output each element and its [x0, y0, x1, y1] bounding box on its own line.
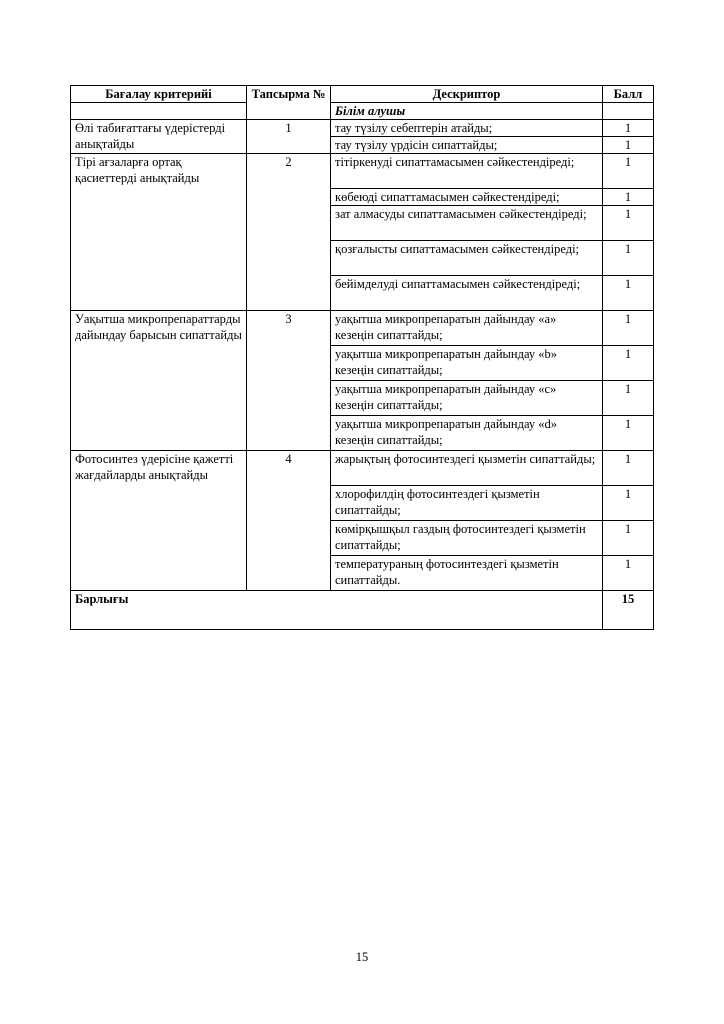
table-row [71, 451, 654, 486]
header-task: Тапсырма № [247, 86, 331, 120]
header-criterion-spacer [71, 103, 247, 120]
total-label: Барлығы [71, 591, 603, 630]
descriptor-cell: хлорофилдің фотосинтездегі қызметін сипаттайды; [331, 486, 603, 521]
score-cell: 1 [603, 346, 654, 381]
descriptor-cell: тау түзілу себептерін атайды; [331, 120, 603, 137]
task-number-cell: 3 [247, 311, 331, 451]
descriptor-cell: тау түзілу үрдісін сипаттайды; [331, 137, 603, 154]
table-row [71, 311, 654, 346]
criterion-cell: Уақытша микропрепараттарды дайындау барысын сипаттайды [71, 311, 247, 451]
total-value: 15 [603, 591, 654, 630]
score-cell: 1 [603, 486, 654, 521]
task-number-cell: 4 [247, 451, 331, 591]
descriptor-cell: тітіркенуді сипаттамасымен сәйкестендіреді; [331, 154, 603, 189]
header-criterion: Бағалау критерийі [71, 86, 247, 103]
descriptor-cell: уақытша микропрепаратын дайындау «d» кезеңін сипаттайды; [331, 416, 603, 451]
descriptor-cell: уақытша микропрепаратын дайындау «b» кезеңін сипаттайды; [331, 346, 603, 381]
score-cell: 1 [603, 137, 654, 154]
score-cell: 1 [603, 206, 654, 241]
task-number-cell: 1 [247, 120, 331, 154]
subheader-learner: Білім алушы [331, 103, 603, 120]
descriptor-cell: қозғалысты сипаттамасымен сәйкестендіреді; [331, 241, 603, 276]
score-cell: 1 [603, 120, 654, 137]
criterion-cell: Өлі табиғаттағы үдерістерді анықтайды [71, 120, 247, 154]
header-score: Балл [603, 86, 654, 103]
score-cell: 1 [603, 416, 654, 451]
table-row [71, 154, 654, 189]
task-number-cell: 2 [247, 154, 331, 311]
score-cell: 1 [603, 154, 654, 189]
header-descriptor: Дескриптор [331, 86, 603, 103]
table-row [71, 120, 654, 137]
score-cell: 1 [603, 189, 654, 206]
score-cell: 1 [603, 241, 654, 276]
score-cell: 1 [603, 311, 654, 346]
descriptor-cell: зат алмасуды сипаттамасымен сәйкестендіреді; [331, 206, 603, 241]
score-cell: 1 [603, 276, 654, 311]
criterion-cell: Фотосинтез үдерісіне қажетті жағдайларды анықтайды [71, 451, 247, 591]
descriptor-cell: көмірқышқыл газдың фотосинтездегі қызметін сипаттайды; [331, 521, 603, 556]
score-cell: 1 [603, 521, 654, 556]
header-score-spacer [603, 103, 654, 120]
descriptor-cell: уақытша микропрепаратын дайындау «c» кезеңін сипаттайды; [331, 381, 603, 416]
descriptor-cell: уақытша микропрепаратын дайындау «a» кезеңін сипаттайды; [331, 311, 603, 346]
table-body [71, 120, 654, 630]
score-cell: 1 [603, 451, 654, 486]
page-number: 15 [355, 950, 369, 964]
criterion-cell: Тірі ағзаларға ортақ қасиеттерді анықтайды [71, 154, 247, 311]
score-cell: 1 [603, 556, 654, 591]
assessment-table [70, 85, 654, 630]
descriptor-cell: көбеюді сипаттамасымен сәйкестендіреді; [331, 189, 603, 206]
total-row [71, 591, 654, 630]
descriptor-cell: бейімделуді сипаттамасымен сәйкестендіреді; [331, 276, 603, 311]
score-cell: 1 [603, 381, 654, 416]
descriptor-cell: жарықтың фотосинтездегі қызметін сипаттайды; [331, 451, 603, 486]
descriptor-cell: температураның фотосинтездегі қызметін сипаттайды. [331, 556, 603, 591]
